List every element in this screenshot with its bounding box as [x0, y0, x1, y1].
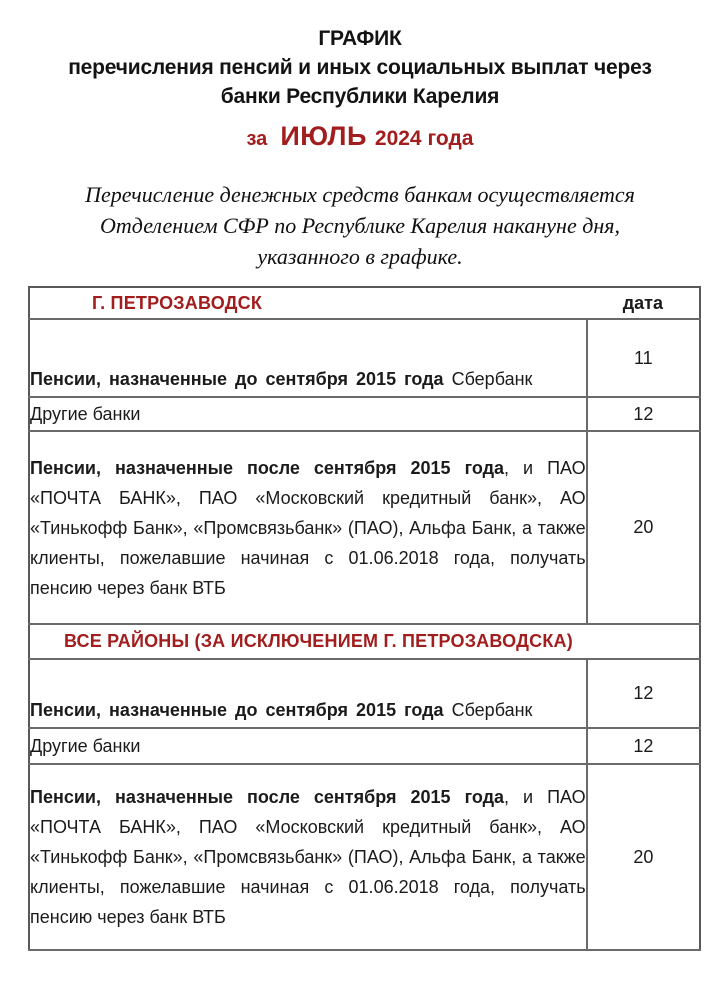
table-row [29, 397, 700, 431]
section-title-text: Г. ПЕТРОЗАВОДСК [92, 292, 263, 313]
section-header-row-districts [29, 624, 700, 659]
row-description [29, 431, 587, 624]
date-column-header: дата [622, 292, 663, 313]
intro-line-2: Отделением СФР по Республике Карелия накануне дня, [100, 213, 620, 238]
row-date: 20 [587, 431, 700, 624]
period-line [0, 119, 720, 153]
section-title-text: ВСЕ РАЙОНЫ (ЗА ИСКЛЮЧЕНИЕМ Г. ПЕТРОЗАВОДСКА) [64, 631, 573, 651]
row-description-rest: Сбербанк [443, 700, 533, 720]
title-line-2: перечисления пенсий и иных социальных выплат через [68, 56, 652, 79]
table-row [29, 319, 700, 397]
row-description-bold: Пенсии, назначенные после сентября 2015 года [30, 457, 505, 478]
row-date: 12 [587, 728, 700, 764]
row-description [29, 728, 587, 764]
row-description-bold: Пенсии, назначенные до сентября 2015 года [30, 369, 444, 389]
row-date: 11 [587, 319, 700, 397]
page-title [0, 24, 720, 111]
section-title-petrozavodsk [29, 287, 587, 319]
row-description [29, 319, 587, 397]
document-page [0, 24, 720, 984]
row-description [29, 764, 587, 950]
row-description-rest: , и ПАО «ПОЧТА БАНК», ПАО «Московский кредитный банк», АО «Тинькофф Банк», «Промсвязьбанк» (ПАО), Альфа Банк, а также клиенты, пожелавшие начиная с 01.06.2018 года, получать пенсию через банк ВТБ [30, 457, 586, 598]
row-description-rest: Другие банки [30, 403, 141, 424]
row-description-bold: Пенсии, назначенные до сентября 2015 года [30, 700, 444, 720]
row-description-rest: Другие банки [30, 735, 141, 756]
row-date: 12 [587, 397, 700, 431]
table-row [29, 659, 700, 728]
period-prefix: за [246, 128, 268, 150]
row-description [29, 397, 587, 431]
intro-line-1: Перечисление денежных средств банкам осуществляется [85, 182, 635, 207]
section-title-districts [29, 624, 700, 659]
row-description [29, 659, 587, 728]
period-month: ИЮЛЬ [280, 121, 367, 151]
table-row [29, 728, 700, 764]
row-date: 12 [587, 659, 700, 728]
title-line-1: ГРАФИК [318, 27, 402, 50]
schedule-table [28, 286, 701, 951]
intro-line-3: указанного в графике. [257, 244, 463, 269]
intro-note [0, 179, 720, 272]
row-date: 20 [587, 764, 700, 950]
table-row [29, 431, 700, 624]
period-year: 2024 года [374, 127, 474, 150]
section-header-row-petrozavodsk [29, 287, 700, 319]
title-line-3: банки Республики Карелия [220, 85, 500, 108]
row-description-bold: Пенсии, назначенные после сентября 2015 года [30, 787, 505, 807]
row-description-rest: Сбербанк [443, 369, 533, 389]
table-row [29, 764, 700, 950]
row-description-rest: , и ПАО «ПОЧТА БАНК», ПАО «Московский кредитный банк», АО «Тинькофф Банк», «Промсвязьбанк» (ПАО), Альфа Банк, а также клиенты, пожелавшие начиная с 01.06.2018 года, получать пенсию через банк ВТБ [30, 787, 586, 927]
